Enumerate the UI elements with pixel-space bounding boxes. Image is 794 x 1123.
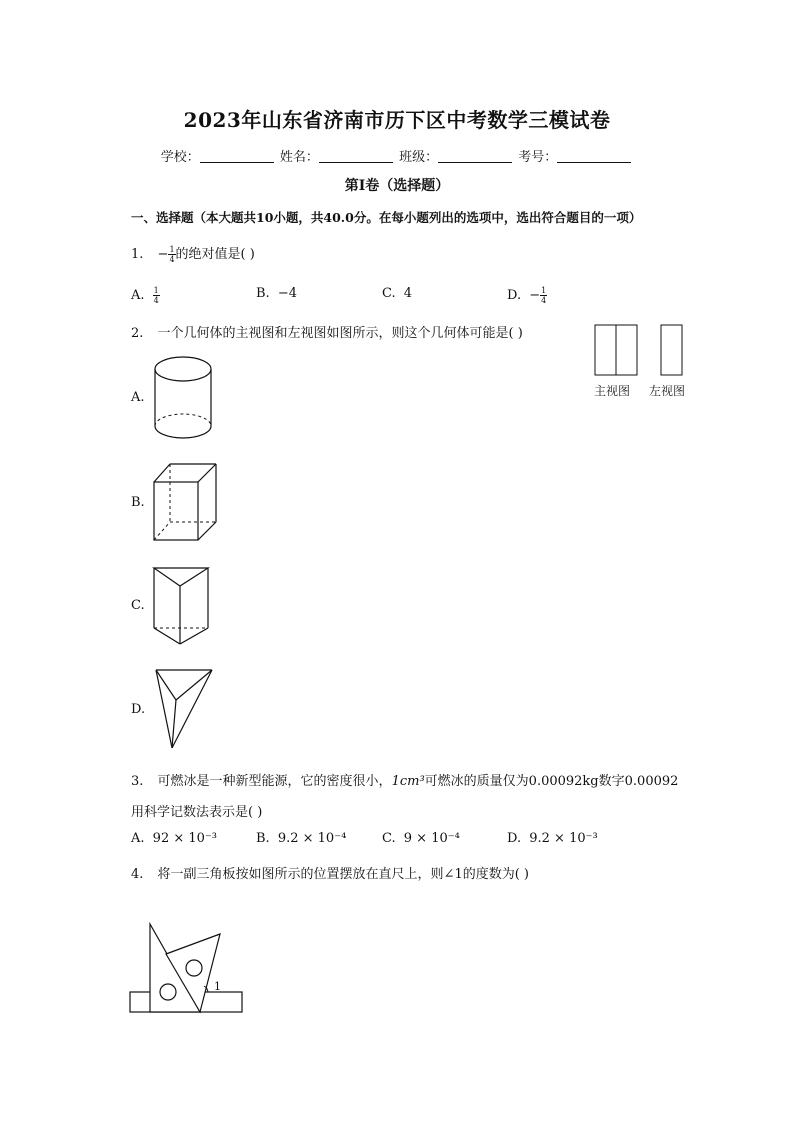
question-3-line-2: 用科学记数法表示是( ) (131, 805, 263, 820)
school-blank[interactable] (200, 150, 274, 163)
q2-reference-views-figure (590, 322, 700, 382)
option-value: 9.2 × 10⁻³ (529, 831, 598, 846)
question-1-fraction-sign: − (157, 247, 169, 262)
question-1-text: 的绝对值是( ) (175, 247, 255, 262)
triangular-prism-figure[interactable] (150, 564, 220, 648)
question-3-number: 3. (131, 774, 144, 789)
triangular-pyramid-figure[interactable] (150, 664, 216, 752)
question-4-text: 将一副三角板按如图所示的位置摆放在直尺上，则∠1的度数为( ) (157, 867, 529, 882)
option-value: 4 (403, 286, 413, 301)
question-3-option-a[interactable] (131, 831, 217, 846)
question-2-option-c-label[interactable]: C. (131, 598, 145, 613)
name-blank[interactable] (319, 150, 393, 163)
option-d-numerator: 1 (541, 286, 547, 295)
option-label: C. (382, 286, 396, 301)
question-2-option-b-label[interactable]: B. (131, 495, 145, 510)
option-label: D. (507, 831, 522, 846)
question-1-option-a[interactable] (131, 286, 160, 305)
question-1-option-d[interactable] (507, 286, 547, 305)
option-a-numerator: 1 (153, 286, 159, 295)
exam-number-blank[interactable] (557, 150, 631, 163)
option-label: B. (256, 831, 270, 846)
option-d-fraction (540, 286, 547, 305)
option-d-sign: − (529, 288, 541, 303)
option-label: B. (256, 286, 270, 301)
option-a-fraction (153, 286, 160, 305)
left-view-rectangle (661, 325, 682, 375)
question-3-option-d[interactable] (507, 831, 598, 846)
cylinder-figure[interactable] (150, 354, 216, 442)
option-value: 9 × 10⁻⁴ (403, 831, 460, 846)
option-label: D. (507, 288, 522, 303)
question-2-text: 一个几何体的主视图和左视图如图所示，则这个几何体可能是( ) (157, 326, 523, 341)
question-3-text-part: 数字 (598, 774, 625, 789)
option-value: 92 × 10⁻³ (152, 831, 217, 846)
left-view-label: 左视图 (649, 384, 686, 398)
question-2-option-d-label[interactable]: D. (131, 702, 146, 717)
exam-title: 2023年山东省济南市历下区中考数学三模试卷 (183, 108, 611, 132)
option-d-denominator: 4 (541, 296, 547, 305)
class-label: 班级： (399, 150, 439, 165)
question-1-numerator: 1 (169, 245, 175, 254)
option-label: A. (131, 831, 145, 846)
front-view-label: 主视图 (594, 384, 631, 398)
school-label: 学校： (160, 150, 200, 165)
option-value: 9.2 × 10⁻⁴ (277, 831, 347, 846)
student-info-line (0, 146, 794, 165)
question-2 (131, 322, 523, 341)
section-title: 一、选择题（本大题共10小题，共40.0分。在每小题列出的选项中，选出符合题目的一项） (131, 210, 642, 225)
question-3-option-b[interactable] (256, 831, 346, 846)
question-2-option-a-label[interactable]: A. (131, 390, 145, 405)
name-label: 姓名： (279, 150, 319, 165)
question-3-text-part: 可燃冰是一种新型能源，它的密度很小， (157, 774, 392, 789)
question-1-number: 1. (131, 247, 144, 262)
cuboid-figure[interactable] (150, 460, 222, 544)
question-3-text-part: 可燃冰的质量仅为 (424, 774, 529, 789)
question-1-denominator: 4 (169, 255, 175, 264)
question-4 (131, 863, 529, 882)
option-label: C. (382, 831, 396, 846)
question-3-volume: 1cm³ (391, 774, 425, 789)
question-3-number-value: 0.00092 (624, 774, 679, 789)
exam-number-label: 考号： (518, 150, 558, 165)
option-a-denominator: 4 (153, 296, 159, 305)
class-blank[interactable] (438, 150, 512, 163)
question-1 (131, 243, 255, 264)
option-label: A. (131, 288, 145, 303)
option-value: −4 (277, 286, 297, 301)
angle-1-label: 1 (214, 980, 221, 993)
question-3-option-c[interactable] (382, 831, 460, 846)
question-3 (131, 770, 701, 789)
question-3-mass: 0.00092kg (528, 774, 599, 789)
question-4-number: 4. (131, 867, 144, 882)
part-title: 第I卷（选择题） (344, 178, 450, 194)
question-1-option-c[interactable] (382, 286, 412, 301)
question-1-fraction (168, 245, 175, 264)
question-1-option-b[interactable] (256, 286, 297, 301)
set-squares-on-ruler-figure (128, 920, 246, 1016)
question-2-number: 2. (131, 326, 144, 341)
